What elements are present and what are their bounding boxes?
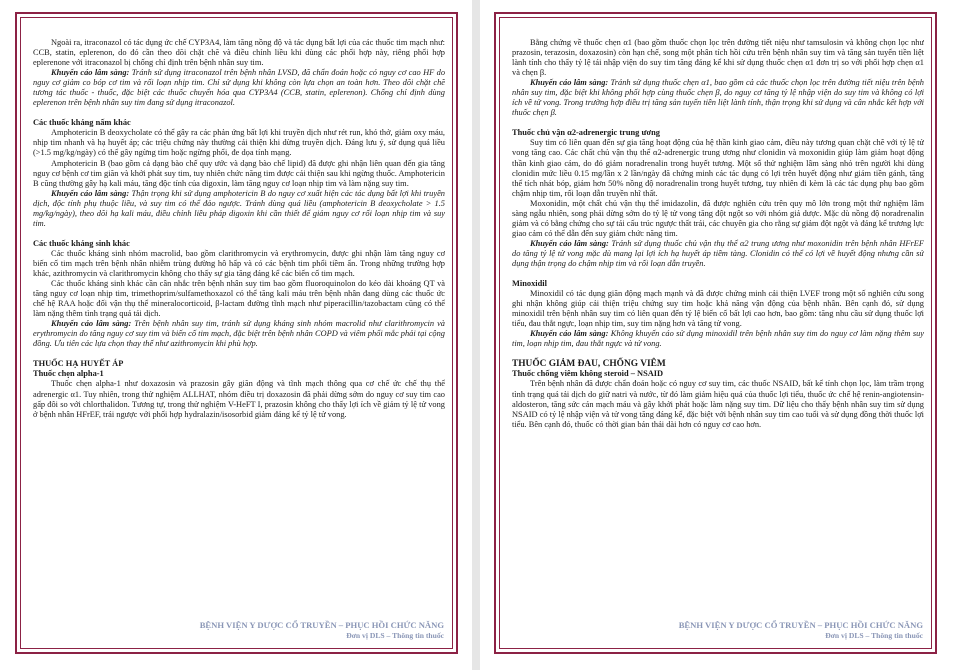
spacer	[512, 269, 924, 279]
document-page-right	[480, 0, 951, 666]
footer-unit: Đơn vị DLS – Thông tin thuốc	[825, 631, 923, 640]
spacer	[512, 118, 924, 128]
section-heading: Thuốc chống viêm không steroid – NSAID	[512, 369, 664, 379]
section-heading: Các thuốc kháng sinh khác	[33, 238, 130, 248]
spacer	[33, 108, 445, 118]
recommendation-text: Thận trọng khi sử dụng amphotericin B do nguy cơ xuất hiện các tác dụng bất lợi khi truyền dịch, độc tính phụ thuộc liều, và suy tim có thể đảo ngược. Tránh dùng quá liều (amphotericin B deoxycholate > 1.5 mg/kg/ngày), theo dõi hạ kali máu, điều chỉnh liều pháp digoxin khi cần thiết để giảm nguy cơ rối loạn nhịp tim và suy tim.	[33, 188, 445, 228]
recommendation-text: Tránh sử dụng thuốc chẹn α1, bao gồm cả các thuốc chọn lọc trên đường tiết niệu trên bệnh nhân suy tim, đặc biệt khi không phối hợp cùng thuốc chẹn β, do nguy cơ tăng tỷ lệ nhập viện do suy tim và không có lợi ích về tử vong. Trong trường hợp điều trị tăng sản tuyến tiền liệt lành tính, thận trọng khi sử dụng và cân nhắc kết hợp với thuốc chẹn β.	[512, 78, 924, 118]
clinical-recommendation	[33, 68, 445, 108]
footer-hospital-name: BỆNH VIỆN Y DƯỢC CỔ TRUYỀN – PHỤC HỒI CHỨC NĂNG	[199, 620, 444, 630]
clinical-recommendation	[512, 329, 924, 349]
recommendation-label: Khuyến cáo lâm sàng:	[530, 238, 609, 248]
paragraph: Suy tim có liên quan đến sự gia tăng hoạt động của hệ thần kinh giao cảm, điều này tương quan chặt chẽ với tỷ lệ tử vong tăng cao. Các chất chủ vận thụ thể α2-adrenergic trung ương như clonidin và moxonidin giúp làm giảm hoạt động thần kinh giao cảm, do đó giảm noradrenalin trong huyết tương. Một số thử nghiệm lâm sàng nhỏ trên người khi dùng clonidin mức liều 0.15 mg/lần x 2 lần/ngày đã chứng minh các tác dụng có lợi trên huyết động như giảm tiền gánh, tăng thể tích nhát bóp, giảm hơn 50% nồng độ noradrenalin trong huyết tương, tuy nhiên đi kèm là các tác dụng phụ bao gồm chậm nhịp tim, rối loạn dẫn truyền nhĩ thất.	[512, 138, 924, 198]
footer-unit: Đơn vị DLS – Thông tin thuốc	[346, 631, 444, 640]
paragraph: Các thuốc kháng sinh khác cần cân nhắc trên bệnh nhân suy tim bao gồm fluoroquinolon do kéo dài khoảng QT và tăng nguy cơ loạn nhịp tim, trimethoprim/sulfamethoxazol có thể tăng kali máu trên bệnh nhân đang dùng các thuốc ức chế hệ RAA hoặc đối vận thụ thể mineralocorticoid, β-lactam đường tĩnh mạch như piperacillin/tazobactam cũng có thể làm nặng thêm tình trạng quá tải dịch.	[33, 279, 445, 319]
section-heading: Thuốc chủ vận α2-adrenergic trung ương	[512, 128, 660, 138]
section-heading: THUỐC HẠ HUYẾT ÁP	[33, 359, 124, 369]
recommendation-label: Khuyến cáo lâm sàng:	[51, 68, 130, 78]
spacer	[33, 229, 445, 239]
recommendation-label: Khuyến cáo lâm sàng:	[530, 329, 609, 339]
document-page-left	[1, 0, 472, 666]
recommendation-label: Khuyến cáo lâm sàng:	[530, 78, 609, 88]
section-heading: Các thuốc kháng nấm khác	[33, 118, 131, 128]
recommendation-text: Không khuyến cáo sử dụng minoxidil trên bệnh nhân suy tim do nguy cơ làm nặng thêm suy tim, loạn nhịp tim, đau thắt ngực và tử vong.	[512, 329, 924, 349]
section-heading: THUỐC GIẢM ĐAU, CHỐNG VIÊM	[512, 359, 666, 370]
page-footer	[200, 620, 444, 641]
footer-hospital-name: BỆNH VIỆN Y DƯỢC CỔ TRUYỀN – PHỤC HỒI CHỨC NĂNG	[678, 620, 923, 630]
recommendation-label: Khuyến cáo lâm sàng:	[51, 319, 132, 329]
paragraph: Amphotericin B (bao gồm cả dạng bào chế quy ước và dạng bào chế lipid) đã được ghi nhận liên quan đến gia tăng nguy cơ bệnh cơ tim giãn và khởi phát suy tim, tuy nhiên chức năng tim được cải thiện sau khi ngừng thuốc. Amphotericin B cũng thường gây hạ kali máu, tăng độc tính của digoxin, làm tăng nguy cơ loạn nhịp tim và làm nặng suy tim.	[33, 158, 445, 188]
spacer	[512, 349, 924, 359]
recommendation-text: Tránh sử dụng itraconazol trên bệnh nhân LVSD, đã chẩn đoán hoặc có nguy cơ cao HF do nguy cơ giảm co bóp cơ tim và rối loạn nhịp tim. Chỉ sử dụng khi không còn lựa chọn an toàn hơn. Theo dõi chặt chẽ tương tác thuốc - thuốc, đặc biệt các thuốc chuyển hóa qua CYP3A4 (CCB, statin, eplerenon). Chống chỉ định dùng eplerenon trên bệnh nhân suy tim đang sử dụng itraconazol.	[33, 68, 445, 108]
clinical-recommendation	[33, 319, 445, 349]
paragraph: Bằng chứng về thuốc chẹn α1 (bao gồm thuốc chọn lọc trên đường tiết niệu như tamsulosin và không chọn lọc như prazosin, terazosin, doxazosin) còn hạn chế, song một phân tích hồi cứu trên bệnh nhân suy tim và tăng sản tuyến tiền liệt lành tính cho thấy tỷ lệ tái nhập viện do suy tim tăng đáng kể khi sử dụng thuốc chẹn α1 đơn trị so với phối hợp chẹn α1 và chẹn β.	[512, 38, 924, 78]
paragraph: Trên bệnh nhân đã được chẩn đoán hoặc có nguy cơ suy tim, các thuốc NSAID, bất kể tính chọn lọc, làm trầm trọng tình trạng quá tải dịch do giữ natri và nước, từ đó làm giảm hiệu quả của thuốc lợi tiểu, thuốc ức chế hệ renin-angiotensin-aldosteron, tăng sức cản mạch máu và gây khởi phát hoặc làm nặng suy tim. Dữ liệu cho thấy bệnh nhân suy tim sử dụng NSAID có tỷ lệ nhập viện và tử vong tăng đáng kể, đặc biệt với bệnh nhân suy tim cao tuổi và sử dụng đồng thời thuốc lợi tiểu. Bên cạnh đó, thuốc có thời gian bán thải dài hơn có nguy cơ cao hơn.	[512, 379, 924, 429]
page-body	[33, 38, 445, 616]
clinical-recommendation	[512, 78, 924, 118]
paragraph: Moxonidin, một chất chủ vận thụ thể imidazolin, đã được nghiên cứu trên quy mô lớn trong một thử nghiệm lâm sàng ngẫu nhiên, song phải dừng sớm do tỷ lệ tử vong tăng đột ngột so với nhóm giả dược. Mặc dù nồng độ noradrenalin giảm và có bằng chứng cho sự tái cấu trúc ngược thất trái, các chuyên gia cho rằng sự giảm đột ngột và đáng kể trương lực giao cảm có thể dẫn đến suy giảm chức năng tim.	[512, 198, 924, 238]
paragraph: Các thuốc kháng sinh nhóm macrolid, bao gồm clarithromycin và erythromycin, được ghi nhận làm tăng nguy cơ biến cố tim mạch trên bệnh nhân nhiễm trùng đường hô hấp và có các bệnh tim phổi tiềm ẩn. Trong những trường hợp khác, azithromycin và clarithromycin không cho thấy sự gia tăng đáng kể các biến cố tim mạch.	[33, 248, 445, 278]
paragraph: Minoxidil có tác dụng giãn động mạch mạnh và đã được chứng minh cải thiện LVEF trong một số nghiên cứu song ghi nhận không giúp cải thiện triệu chứng suy tim hoặc khả năng vận động của bệnh nhân. Bên cạnh đó, sử dụng minoxidil trên bệnh nhân suy tim có liên quan đến tỷ lệ biến cố bất lợi cao hơn, bao gồm: tăng nhu cầu sử dụng thuốc lợi tiểu, đau thắt ngực, loạn nhịp tim, suy tim nặng hơn và tăng tử vong.	[512, 289, 924, 329]
page-footer	[679, 620, 923, 641]
spacer	[33, 349, 445, 359]
page-gap	[472, 0, 480, 670]
section-heading: Thuốc chẹn alpha-1	[33, 369, 104, 379]
clinical-recommendation	[512, 239, 924, 269]
recommendation-text: Tránh sử dụng thuốc chủ vận thụ thể α2 trung ương như moxonidin trên bệnh nhân HFrEF do tăng tỷ lệ tử vong mặc dù mang lại lợi ích hạ huyết áp tiềm tàng. Clonidin có thể có lợi về huyết động nhưng cần sử dụng thận trọng do chậm nhịp tim và rối loạn dẫn truyền.	[512, 238, 924, 268]
clinical-recommendation	[33, 189, 445, 229]
paragraph: Thuốc chẹn alpha-1 như doxazosin và prazosin gây giãn động và tĩnh mạch thông qua cơ chế ức chế thụ thể adrenergic α1. Tuy nhiên, trong thử nghiệm ALLHAT, nhóm điều trị doxazosin đã phải dừng sớm do nguy cơ suy tim cao gấp đôi so với chlorthalidon. Tương tự, trong thử nghiệm V-HeFT I, prazosin không cho thấy lợi ích về giảm tỷ lệ tử vong ở bệnh nhân HFrEF, trái ngược với phối hợp hydralazin/isosorbid giảm đáng kể tỷ lệ tử vong.	[33, 379, 445, 419]
section-heading: Minoxidil	[512, 279, 547, 289]
paragraph: Ngoài ra, itraconazol có tác dụng ức chế CYP3A4, làm tăng nồng độ và tác dụng bất lợi của các thuốc tim mạch như: CCB, statin, eplerenon, do đó cần theo dõi chặt chẽ và điều chỉnh liều khi dùng các phối hợp này, riêng phối hợp eplerenone với itraconazol bị chống chỉ định trên bệnh nhân suy tim.	[33, 38, 445, 68]
paragraph: Amphotericin B deoxycholate có thể gây ra các phản ứng bất lợi khi truyền dịch như rét run, khó thở, giảm oxy máu, nhịp tim nhanh và hạ huyết áp; các triệu chứng này thường cải thiện khi dừng truyền dịch. Đáng lưu ý, sử dụng quá liều (>1.5 mg/kg/ngày) có thể gây ngừng tim hoặc ngừng phổi, đe dọa tính mạng.	[33, 128, 445, 158]
recommendation-label: Khuyến cáo lâm sàng:	[51, 188, 130, 198]
recommendation-text: Trên bệnh nhân suy tim, tránh sử dụng kháng sinh nhóm macrolid như clarithromycin và erythromycin do tăng nguy cơ suy tim và biến cố tim mạch, đặc biệt trên bệnh nhân COPD và viêm phổi mắc phải tại cộng đồng. Ưu tiên các lựa chọn thay thế như azithromycin khi phù hợp.	[33, 319, 445, 349]
page-body	[512, 38, 924, 616]
